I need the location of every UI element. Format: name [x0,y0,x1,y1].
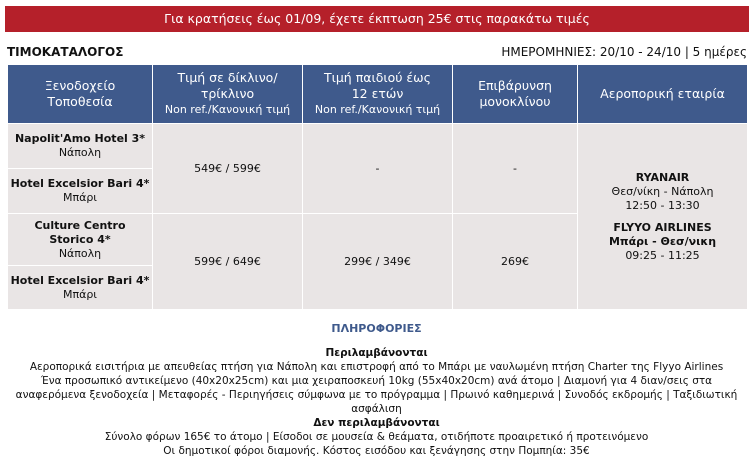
price-single: 269€ [453,214,578,310]
dates-label: ΗΜΕΡΟΜΗΝΙΕΣ: 20/10 - 24/10 | 5 ημέρες [501,45,747,59]
col-single: Επιβάρυνση μονοκλίνου [453,65,578,124]
table-header-row [8,65,748,124]
price-double: 549€ / 599€ [153,124,303,214]
included-line: Ένα προσωπικό αντικείμενο (40x20x25cm) και μια χειραποσκευή 10kg (55x40x20cm) ανά άτομο | Διαμονή για 4 διαν/σεις στα [40,375,713,387]
col-airline: Αεροπορική εταιρία [578,65,748,124]
price-child: 299€ / 349€ [303,214,453,310]
hotel-cell: Hotel Excelsior Bari 4* Μπάρι [8,266,153,310]
price-table [7,64,748,310]
discount-banner: Για κρατήσεις έως 01/09, έχετε έκπτωση 25€ στις παρακάτω τιμές [5,6,749,32]
hotel-cell: Culture Centro Storico 4* Νάπολη [8,214,153,266]
info-title: ΠΛΗΡΟΦΟΡΙΕΣ [331,322,422,335]
info-section [0,346,753,458]
included-line: ασφάλιση [351,403,402,415]
price-child: - [303,124,453,214]
excluded-line: Σύνολο φόρων 165€ το άτομο | Είσοδοι σε μουσεία & θεάματα, οτιδήποτε προαιρετικό ή προτεινόμενο [104,431,649,443]
included-line: Αεροπορικά εισιτήρια με απευθείας πτήση για Νάπολη και επιστροφή από το Μπάρι με ναυλωμένη πτήση Charter της Flyyo Airlines [29,361,724,373]
excluded-title: Δεν περιλαμβάνονται [313,417,440,429]
price-single: - [453,124,578,214]
hotel-cell: Napolit'Amo Hotel 3* Νάπολη [8,124,153,169]
col-hotel: Ξενοδοχείο Τοποθεσία [8,65,153,124]
col-double: Τιμή σε δίκλινο/ τρίκλινο Non ref./Κανονική τιμή [153,65,303,124]
price-double: 599€ / 649€ [153,214,303,310]
table-row [8,124,748,169]
col-child: Τιμή παιδιού έως 12 ετών Non ref./Κανονική τιμή [303,65,453,124]
pricelist-title: ΤΙΜΟΚΑΤΑΛΟΓΟΣ [7,45,124,59]
pricelist-header [7,45,747,61]
excluded-line: Οι δημοτικοί φόροι διαμονής. Κόστος εισόδου και ξενάγησης στην Πομπηία: 35€ [163,445,590,457]
included-title: Περιλαμβάνονται [325,347,428,359]
airline-cell: RYANAIR Θεσ/νίκη - Νάπολη 12:50 - 13:30 FLYYO AIRLINES Μπάρι - Θεσ/νικη 09:25 - 11:25 [578,124,748,310]
hotel-cell: Hotel Excelsior Bari 4* Μπάρι [8,169,153,214]
included-line: αναφερόμενα ξενοδοχεία | Μεταφορές - Περιηγήσεις σύμφωνα με το πρόγραμμα | Πρωινό καθημερινά | Συνοδός εκδρομής | Ταξιδιωτική [15,389,738,401]
